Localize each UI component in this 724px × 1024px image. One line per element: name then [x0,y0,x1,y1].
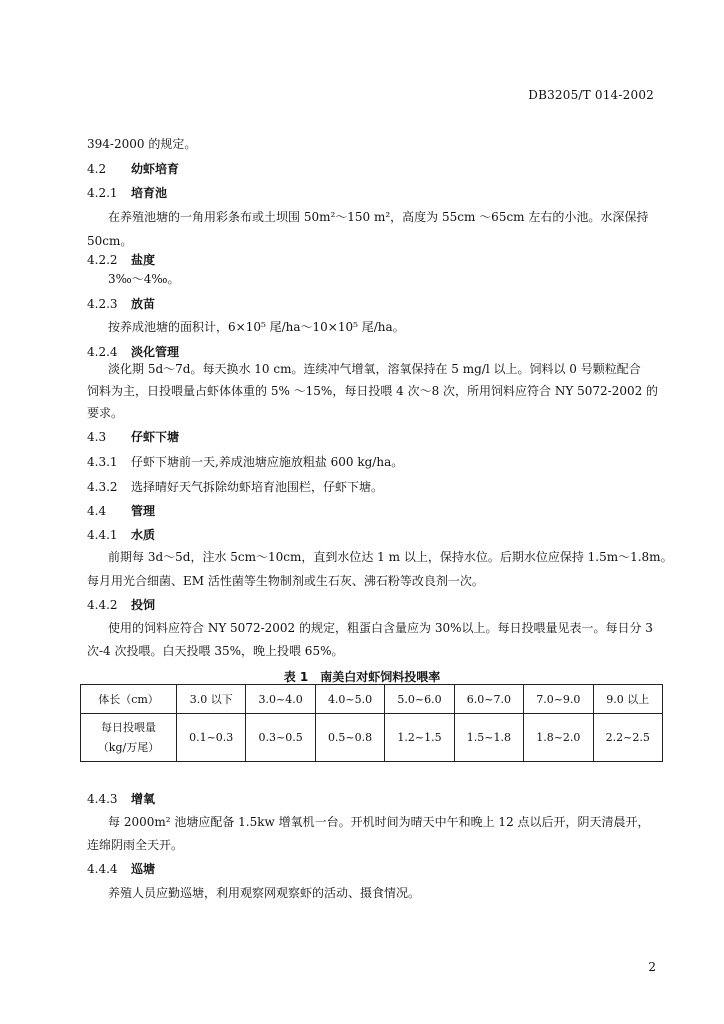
header-line: 每日投喂量 [101,720,156,734]
section-heading-4-4-2 [87,598,155,612]
page-number: 2 [648,960,656,974]
heading-title: 增氧 [131,792,156,806]
heading-title: 盐度 [131,253,156,267]
paragraph-line: 养殖人员应勤巡塘，利用观察网观察虾的活动、摄食情况。 [108,886,421,900]
feeding-rate-table [80,684,663,762]
paragraph-line: 394-2000 的规定。 [87,137,197,151]
paragraph-line: 淡化期 5d～7d。每天换水 10 cm。连续冲气增氧，溶氧保持在 5 mg/l 以上。饲料以 0 号颗粒配合 [108,362,641,376]
table-cell: 0.1~0.3 [177,714,246,762]
heading-number: 4.4.2 [87,598,118,612]
table-caption: 表 1 南美白对虾饲料投喂率 [283,670,441,684]
heading-number: 4.2.3 [87,297,118,311]
heading-number: 4.2.4 [87,345,118,359]
heading-title: 幼虾培育 [131,162,180,176]
heading-number: 4.2 [87,162,107,176]
heading-number: 4.4.4 [87,862,118,876]
heading-title: 巡塘 [131,862,156,876]
clause-text: 选择晴好天气拆除幼虾培育池围栏，仔虾下塘。 [131,480,384,494]
heading-number: 4.4 [87,504,107,518]
table-row [81,714,663,762]
paragraph-line: 连绵阴雨全天开。 [87,838,184,852]
paragraph-line: 每月用光合细菌、EM 活性菌等生物制剂或生石灰、沸石粉等改良剂一次。 [87,574,484,588]
clause-number: 4.3.1 [87,455,118,469]
section-heading-4-2-4 [87,345,179,359]
section-heading-4-2-1 [87,186,167,200]
heading-title: 管理 [131,504,156,518]
table-cell: 4.0~5.0 [315,685,384,714]
paragraph-line: 次-4 次投喂。白天投喂 35%，晚上投喂 65%。 [87,644,344,658]
heading-number: 4.3 [87,430,107,444]
table-cell: 2.2~2.5 [593,714,662,762]
section-heading-4-2-2 [87,253,155,267]
paragraph-line: 每 2000m² 池塘应配备 1.5kw 增氧机一台。开机时间为晴天中午和晚上 12 点以后开，阴天清晨开， [108,815,650,829]
section-heading-4-4-1 [87,528,155,542]
clause-4-3-1 [87,455,403,469]
heading-title: 放苗 [131,297,156,311]
table-cell: 3.0~4.0 [246,685,315,714]
section-heading-4-2 [87,162,179,176]
section-heading-4-4-4 [87,862,155,876]
heading-title: 培育池 [131,186,168,200]
table-cell: 3.0 以下 [177,685,246,714]
table-cell: 6.0~7.0 [454,685,523,714]
section-heading-4-4 [87,504,155,518]
table-header-cell [81,714,177,762]
heading-title: 水质 [131,528,156,542]
table-cell: 5.0~6.0 [385,685,454,714]
table-cell: 1.2~1.5 [385,714,454,762]
header-line: （kg/万尾） [97,740,160,754]
table-cell: 1.8~2.0 [524,714,593,762]
heading-title: 仔虾下塘 [131,430,180,444]
paragraph-line: 饲料为主，日投喂量占虾体体重的 5% ～15%，每日投喂 4 次～8 次，所用饲料应符合 NY 5072-2002 的 [87,384,659,398]
table-header-cell: 体长（cm） [81,685,177,714]
heading-title: 投饲 [131,598,156,612]
table-cell: 7.0~9.0 [524,685,593,714]
table-cell: 0.5~0.8 [315,714,384,762]
paragraph-line: 50cm。 [87,234,133,248]
section-heading-4-4-3 [87,792,155,806]
clause-4-3-2 [87,480,383,494]
heading-number: 4.2.1 [87,186,118,200]
clause-text: 仔虾下塘前一天,养成池塘应施放粗盐 600 kg/ha。 [131,455,404,469]
table-cell: 0.3~0.5 [246,714,315,762]
paragraph-line: 前期每 3d～5d，注水 5cm～10cm，直到水位达 1 m 以上，保持水位。后期水位应保持 1.5m～1.8m。 [108,550,673,564]
table-cell: 1.5~1.8 [454,714,523,762]
section-heading-4-3 [87,430,179,444]
clause-number: 4.3.2 [87,480,118,494]
paragraph-line: 使用的饲料应符合 NY 5072-2002 的规定，粗蛋白含量应为 30%以上。每日投喂量见表一。每日分 3 [108,621,653,635]
heading-number: 4.4.3 [87,792,118,806]
paragraph-line: 要求。 [87,406,124,420]
section-heading-4-2-3 [87,297,155,311]
paragraph-line: 在养殖池塘的一角用彩条布或土坝围 50m²～150 m²，高度为 55cm ～65cm 左右的小池。水深保持 [108,210,649,224]
paragraph-line: 按养成池塘的面积计，6×10⁵ 尾/ha～10×10⁵ 尾/ha。 [108,320,405,334]
paragraph-line: 3‰～4‰。 [108,272,180,286]
heading-number: 4.4.1 [87,528,118,542]
table-cell: 9.0 以上 [593,685,662,714]
document-code: DB3205/T 014-2002 [528,88,654,102]
heading-number: 4.2.2 [87,253,118,267]
heading-title: 淡化管理 [131,345,180,359]
table-row [81,685,663,714]
